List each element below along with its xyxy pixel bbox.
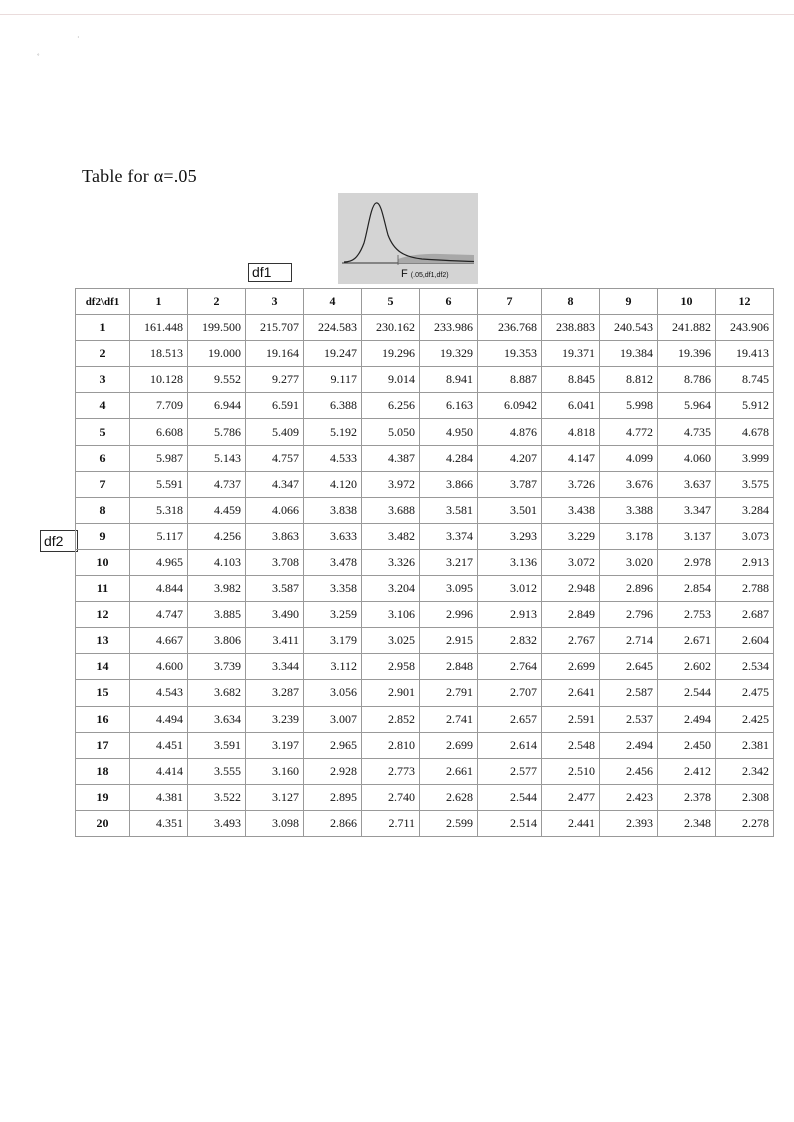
column-header-df1-3: 3 [246, 289, 304, 315]
scan-speck: ˚ [37, 53, 40, 62]
table-cell: 19.247 [304, 341, 362, 367]
table-cell: 238.883 [542, 315, 600, 341]
table-cell: 4.451 [130, 732, 188, 758]
table-cell: 2.441 [542, 810, 600, 836]
table-cell: 2.577 [478, 758, 542, 784]
table-cell: 2.810 [362, 732, 420, 758]
row-header-df2-11: 11 [76, 576, 130, 602]
table-cell: 2.393 [600, 810, 658, 836]
table-cell: 3.259 [304, 602, 362, 628]
column-header-df1-4: 4 [304, 289, 362, 315]
table-cell: 3.982 [188, 576, 246, 602]
column-header-df1-12: 12 [716, 289, 774, 315]
row-header-df2-17: 17 [76, 732, 130, 758]
page-title: Table for α=.05 [82, 166, 197, 186]
table-cell: 2.308 [716, 784, 774, 810]
table-row [76, 810, 774, 836]
row-header-df2-2: 2 [76, 341, 130, 367]
table-cell: 4.207 [478, 445, 542, 471]
table-cell: 4.381 [130, 784, 188, 810]
table-cell: 5.998 [600, 393, 658, 419]
table-cell: 6.256 [362, 393, 420, 419]
table-cell: 3.633 [304, 523, 362, 549]
table-cell: 8.812 [600, 367, 658, 393]
table-cell: 3.056 [304, 680, 362, 706]
table-cell: 7.709 [130, 393, 188, 419]
table-row [76, 523, 774, 549]
table-cell: 3.072 [542, 549, 600, 575]
table-cell: 5.987 [130, 445, 188, 471]
table-cell: 2.342 [716, 758, 774, 784]
table-cell: 3.676 [600, 471, 658, 497]
table-cell: 3.293 [478, 523, 542, 549]
table-cell: 4.772 [600, 419, 658, 445]
table-row [76, 315, 774, 341]
table-cell: 5.591 [130, 471, 188, 497]
table-cell: 2.740 [362, 784, 420, 810]
table-cell: 2.714 [600, 628, 658, 654]
table-cell: 2.348 [658, 810, 716, 836]
table-cell: 3.838 [304, 497, 362, 523]
table-cell: 3.501 [478, 497, 542, 523]
row-header-df2-9: 9 [76, 523, 130, 549]
table-cell: 2.866 [304, 810, 362, 836]
table-row [76, 628, 774, 654]
table-cell: 3.587 [246, 576, 304, 602]
table-cell: 2.477 [542, 784, 600, 810]
table-cell: 3.098 [246, 810, 304, 836]
table-cell: 4.876 [478, 419, 542, 445]
table-cell: 19.384 [600, 341, 658, 367]
table-cell: 2.711 [362, 810, 420, 836]
table-cell: 4.737 [188, 471, 246, 497]
table-cell: 3.197 [246, 732, 304, 758]
table-cell: 3.179 [304, 628, 362, 654]
table-cell: 3.127 [246, 784, 304, 810]
table-cell: 3.012 [478, 576, 542, 602]
table-cell: 19.353 [478, 341, 542, 367]
table-cell: 5.912 [716, 393, 774, 419]
df2-axis-label: df2 [40, 530, 78, 552]
table-cell: 4.735 [658, 419, 716, 445]
row-header-df2-3: 3 [76, 367, 130, 393]
row-header-df2-4: 4 [76, 393, 130, 419]
table-cell: 18.513 [130, 341, 188, 367]
row-header-df2-5: 5 [76, 419, 130, 445]
table-cell: 4.147 [542, 445, 600, 471]
table-cell: 2.913 [716, 549, 774, 575]
table-cell: 4.757 [246, 445, 304, 471]
table-cell: 8.786 [658, 367, 716, 393]
table-cell: 2.602 [658, 654, 716, 680]
table-cell: 3.682 [188, 680, 246, 706]
table-cell: 4.600 [130, 654, 188, 680]
table-cell: 215.707 [246, 315, 304, 341]
table-cell: 3.581 [420, 497, 478, 523]
row-header-df2-14: 14 [76, 654, 130, 680]
f-critical-value-table [75, 288, 774, 837]
table-cell: 3.438 [542, 497, 600, 523]
table-cell: 5.964 [658, 393, 716, 419]
table-cell: 4.667 [130, 628, 188, 654]
table-cell: 2.699 [420, 732, 478, 758]
table-cell: 19.413 [716, 341, 774, 367]
table-cell: 3.739 [188, 654, 246, 680]
table-cell: 3.411 [246, 628, 304, 654]
table-cell: 3.112 [304, 654, 362, 680]
table-cell: 6.388 [304, 393, 362, 419]
table-cell: 3.591 [188, 732, 246, 758]
column-header-df1-9: 9 [600, 289, 658, 315]
table-cell: 3.634 [188, 706, 246, 732]
table-cell: 236.768 [478, 315, 542, 341]
table-cell: 2.548 [542, 732, 600, 758]
table-cell: 4.747 [130, 602, 188, 628]
table-header-row [76, 289, 774, 315]
table-cell: 3.726 [542, 471, 600, 497]
table-cell: 2.965 [304, 732, 362, 758]
table-cell: 2.450 [658, 732, 716, 758]
table-cell: 2.278 [716, 810, 774, 836]
table-cell: 3.866 [420, 471, 478, 497]
density-curve [344, 203, 474, 262]
table-cell: 3.239 [246, 706, 304, 732]
table-cell: 8.845 [542, 367, 600, 393]
table-cell: 4.066 [246, 497, 304, 523]
table-cell: 2.475 [716, 680, 774, 706]
table-cell: 3.708 [246, 549, 304, 575]
table-cell: 4.387 [362, 445, 420, 471]
table-cell: 241.882 [658, 315, 716, 341]
table-cell: 2.764 [478, 654, 542, 680]
table-cell: 2.928 [304, 758, 362, 784]
table-cell: 3.106 [362, 602, 420, 628]
table-cell: 3.490 [246, 602, 304, 628]
table-cell: 230.162 [362, 315, 420, 341]
row-header-df2-12: 12 [76, 602, 130, 628]
table-cell: 4.103 [188, 549, 246, 575]
table-cell: 4.678 [716, 419, 774, 445]
table-cell: 2.707 [478, 680, 542, 706]
table-cell: 5.117 [130, 523, 188, 549]
table-cell: 5.143 [188, 445, 246, 471]
table-row [76, 341, 774, 367]
table-cell: 2.494 [600, 732, 658, 758]
table-row [76, 784, 774, 810]
table-cell: 5.050 [362, 419, 420, 445]
table-cell: 2.456 [600, 758, 658, 784]
table-cell: 5.192 [304, 419, 362, 445]
table-cell: 199.500 [188, 315, 246, 341]
table-cell: 240.543 [600, 315, 658, 341]
table-cell: 19.164 [246, 341, 304, 367]
table-cell: 3.020 [600, 549, 658, 575]
table-cell: 2.544 [478, 784, 542, 810]
table-cell: 4.533 [304, 445, 362, 471]
table-cell: 2.514 [478, 810, 542, 836]
column-header-df1-1: 1 [130, 289, 188, 315]
table-cell: 4.965 [130, 549, 188, 575]
table-cell: 3.025 [362, 628, 420, 654]
table-cell: 2.788 [716, 576, 774, 602]
table-cell: 9.014 [362, 367, 420, 393]
table-cell: 2.915 [420, 628, 478, 654]
table-cell: 6.041 [542, 393, 600, 419]
table-cell: 6.0942 [478, 393, 542, 419]
table-cell: 2.699 [542, 654, 600, 680]
table-cell: 3.522 [188, 784, 246, 810]
table-cell: 4.351 [130, 810, 188, 836]
table-corner-header: df2\df1 [76, 289, 130, 315]
table-cell: 3.136 [478, 549, 542, 575]
row-header-df2-6: 6 [76, 445, 130, 471]
table-cell: 3.999 [716, 445, 774, 471]
table-cell: 5.786 [188, 419, 246, 445]
table-cell: 4.818 [542, 419, 600, 445]
table-cell: 4.414 [130, 758, 188, 784]
row-header-df2-8: 8 [76, 497, 130, 523]
table-cell: 2.671 [658, 628, 716, 654]
table-cell: 5.409 [246, 419, 304, 445]
table-cell: 4.256 [188, 523, 246, 549]
row-header-df2-10: 10 [76, 549, 130, 575]
table-cell: 3.575 [716, 471, 774, 497]
table-cell: 2.958 [362, 654, 420, 680]
table-cell: 3.358 [304, 576, 362, 602]
table-cell: 3.344 [246, 654, 304, 680]
table-cell: 2.423 [600, 784, 658, 810]
table-cell: 3.326 [362, 549, 420, 575]
table-cell: 9.552 [188, 367, 246, 393]
top-border-line [0, 14, 794, 15]
table-cell: 3.806 [188, 628, 246, 654]
table-cell: 3.073 [716, 523, 774, 549]
table-cell: 4.494 [130, 706, 188, 732]
table-cell: 2.741 [420, 706, 478, 732]
table-cell: 3.388 [600, 497, 658, 523]
table-cell: 2.687 [716, 602, 774, 628]
table-cell: 2.534 [716, 654, 774, 680]
table-cell: 2.895 [304, 784, 362, 810]
row-header-df2-20: 20 [76, 810, 130, 836]
table-cell: 2.604 [716, 628, 774, 654]
table-cell: 2.645 [600, 654, 658, 680]
column-header-df1-10: 10 [658, 289, 716, 315]
table-cell: 6.591 [246, 393, 304, 419]
table-cell: 4.459 [188, 497, 246, 523]
table-body [76, 315, 774, 837]
table-cell: 3.555 [188, 758, 246, 784]
table-cell: 4.950 [420, 419, 478, 445]
table-cell: 2.425 [716, 706, 774, 732]
table-cell: 2.378 [658, 784, 716, 810]
table-cell: 2.901 [362, 680, 420, 706]
table-cell: 2.494 [658, 706, 716, 732]
table-cell: 3.284 [716, 497, 774, 523]
table-cell: 4.543 [130, 680, 188, 706]
table-cell: 2.641 [542, 680, 600, 706]
table-cell: 3.287 [246, 680, 304, 706]
table-row [76, 576, 774, 602]
table-cell: 2.537 [600, 706, 658, 732]
df1-axis-label: df1 [248, 263, 292, 282]
table-cell: 3.885 [188, 602, 246, 628]
table-row [76, 445, 774, 471]
table-cell: 2.854 [658, 576, 716, 602]
table-cell: 4.347 [246, 471, 304, 497]
table-cell: 2.791 [420, 680, 478, 706]
table-row [76, 654, 774, 680]
table-cell: 2.628 [420, 784, 478, 810]
table-cell: 2.412 [658, 758, 716, 784]
table-cell: 3.178 [600, 523, 658, 549]
table-row [76, 393, 774, 419]
table-cell: 2.657 [478, 706, 542, 732]
table-cell: 3.217 [420, 549, 478, 575]
table-cell: 3.347 [658, 497, 716, 523]
column-header-df1-8: 8 [542, 289, 600, 315]
table-cell: 2.599 [420, 810, 478, 836]
table-cell: 3.637 [658, 471, 716, 497]
table-cell: 4.120 [304, 471, 362, 497]
table-row [76, 419, 774, 445]
table-cell: 2.852 [362, 706, 420, 732]
table-cell: 2.381 [716, 732, 774, 758]
table-cell: 3.863 [246, 523, 304, 549]
table-cell: 3.137 [658, 523, 716, 549]
table-cell: 5.318 [130, 497, 188, 523]
table-cell: 2.832 [478, 628, 542, 654]
row-header-df2-19: 19 [76, 784, 130, 810]
f-subscript: (.05,df1,df2) [410, 272, 449, 279]
table-row [76, 602, 774, 628]
table-row [76, 497, 774, 523]
table-cell: 3.374 [420, 523, 478, 549]
table-cell: 19.296 [362, 341, 420, 367]
table-cell: 19.000 [188, 341, 246, 367]
table-cell: 2.614 [478, 732, 542, 758]
table-cell: 243.906 [716, 315, 774, 341]
table-cell: 161.448 [130, 315, 188, 341]
table-row [76, 732, 774, 758]
table-cell: 3.972 [362, 471, 420, 497]
table-cell: 9.117 [304, 367, 362, 393]
scan-speck: · [77, 33, 80, 42]
row-header-df2-13: 13 [76, 628, 130, 654]
table-cell: 233.986 [420, 315, 478, 341]
table-cell: 4.284 [420, 445, 478, 471]
table-cell: 19.329 [420, 341, 478, 367]
table-cell: 2.913 [478, 602, 542, 628]
table-cell: 3.204 [362, 576, 420, 602]
table-cell: 6.163 [420, 393, 478, 419]
table-cell: 2.767 [542, 628, 600, 654]
table-cell: 4.099 [600, 445, 658, 471]
table-cell: 3.478 [304, 549, 362, 575]
table-cell: 8.745 [716, 367, 774, 393]
f-symbol: F [401, 268, 408, 280]
table-cell: 6.608 [130, 419, 188, 445]
table-cell: 2.510 [542, 758, 600, 784]
table-row [76, 549, 774, 575]
table-cell: 224.583 [304, 315, 362, 341]
table-row [76, 758, 774, 784]
table-cell: 4.844 [130, 576, 188, 602]
table-row [76, 706, 774, 732]
table-cell: 8.941 [420, 367, 478, 393]
row-header-df2-16: 16 [76, 706, 130, 732]
row-header-df2-18: 18 [76, 758, 130, 784]
table-cell: 6.944 [188, 393, 246, 419]
table-cell: 2.753 [658, 602, 716, 628]
table-cell: 2.896 [600, 576, 658, 602]
table-cell: 3.482 [362, 523, 420, 549]
f-critical-label [401, 268, 449, 280]
table-cell: 19.371 [542, 341, 600, 367]
table-cell: 9.277 [246, 367, 304, 393]
table-cell: 3.229 [542, 523, 600, 549]
table-row [76, 471, 774, 497]
table-cell: 2.661 [420, 758, 478, 784]
table-cell: 2.544 [658, 680, 716, 706]
table-cell: 10.128 [130, 367, 188, 393]
table-cell: 2.773 [362, 758, 420, 784]
table-cell: 3.787 [478, 471, 542, 497]
table-cell: 4.060 [658, 445, 716, 471]
table-cell: 2.978 [658, 549, 716, 575]
table-cell: 2.587 [600, 680, 658, 706]
table-row [76, 367, 774, 393]
table-cell: 8.887 [478, 367, 542, 393]
table-cell: 3.688 [362, 497, 420, 523]
row-header-df2-7: 7 [76, 471, 130, 497]
table-cell: 2.796 [600, 602, 658, 628]
column-header-df1-5: 5 [362, 289, 420, 315]
table-cell: 2.848 [420, 654, 478, 680]
table-cell: 2.849 [542, 602, 600, 628]
table-cell: 3.095 [420, 576, 478, 602]
column-header-df1-7: 7 [478, 289, 542, 315]
table-cell: 2.996 [420, 602, 478, 628]
table-cell: 2.948 [542, 576, 600, 602]
table-cell: 19.396 [658, 341, 716, 367]
table-row [76, 680, 774, 706]
table-cell: 2.591 [542, 706, 600, 732]
row-header-df2-1: 1 [76, 315, 130, 341]
column-header-df1-2: 2 [188, 289, 246, 315]
row-header-df2-15: 15 [76, 680, 130, 706]
table-cell: 3.007 [304, 706, 362, 732]
table-cell: 3.160 [246, 758, 304, 784]
table-cell: 3.493 [188, 810, 246, 836]
column-header-df1-6: 6 [420, 289, 478, 315]
